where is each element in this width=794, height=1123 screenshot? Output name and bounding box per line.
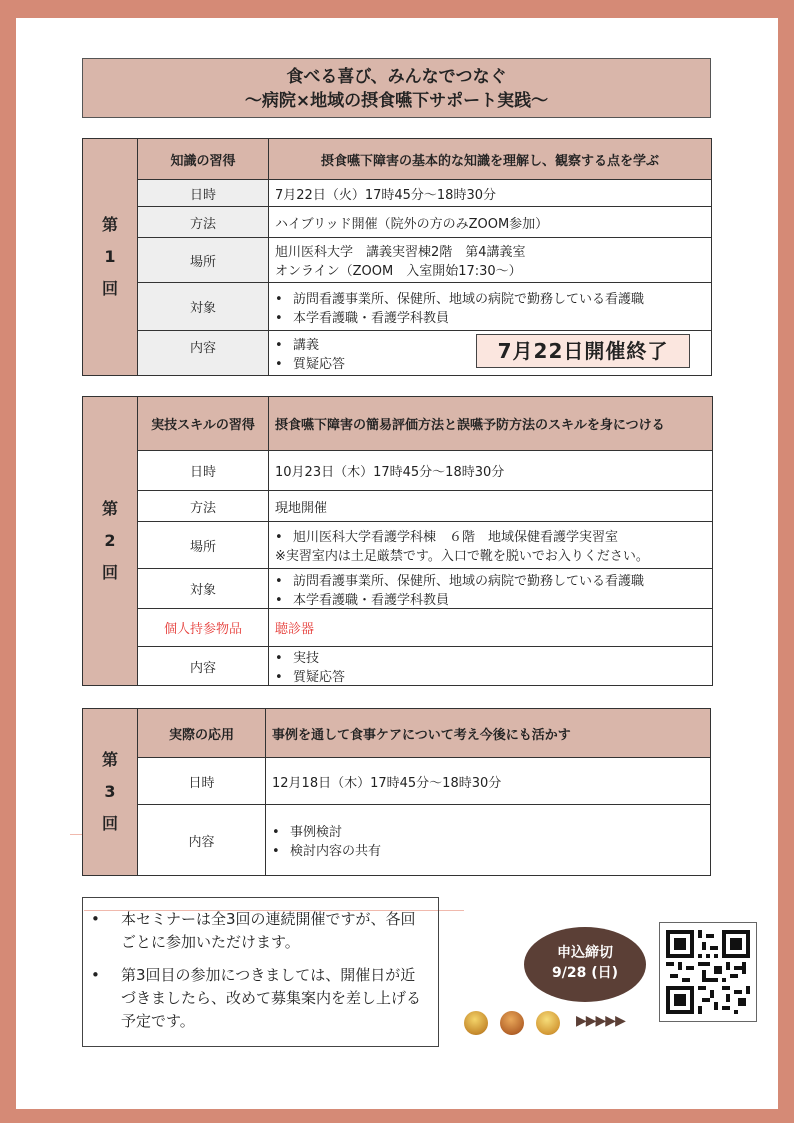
session-2-content: • 実技 • 質疑応答 — [269, 647, 713, 686]
session-2-method: 現地開催 — [269, 491, 713, 522]
session-2-theme-label: 実技スキルの習得 — [138, 397, 269, 451]
session-3-theme-label: 実際の応用 — [138, 709, 266, 758]
target-label: 対象 — [138, 283, 269, 331]
session-3-date: 12月18日（木）17時45分～18時30分 — [266, 758, 711, 805]
date-label: 日時 — [138, 758, 266, 805]
content-label: 内容 — [138, 647, 269, 686]
session-3-table — [82, 708, 711, 876]
notes-box — [82, 897, 439, 1047]
event-ended-stamp: 7月22日開催終了 — [476, 334, 690, 368]
content-label: 内容 — [138, 805, 266, 876]
session-2-items: 聴診器 — [269, 609, 713, 647]
note-item: • 第3回目の参加につきましては、開催日が近づきましたら、改めて募集案内を差し上げる予定です。 — [91, 966, 422, 1030]
session-2-target: • 訪問看護事業所、保健所、地域の病院で勤務している看護職 • 本学看護職・看護学科教員 — [269, 569, 713, 609]
page-title — [82, 58, 711, 118]
qr-code[interactable] — [659, 922, 757, 1022]
session-1-target: • 訪問看護事業所、保健所、地域の病院で勤務している看護職 • 本学看護職・看護学科教員 — [269, 283, 712, 331]
session-2-table — [82, 396, 713, 686]
place-label: 場所 — [138, 522, 269, 569]
method-label: 方法 — [138, 491, 269, 522]
place-label: 場所 — [138, 238, 269, 283]
shoe-notice: ※実習室内は土足厳禁です。入口で靴を脱いでお入りください。 — [275, 549, 649, 564]
method-label: 方法 — [138, 207, 269, 238]
items-label: 個人持参物品 — [138, 609, 269, 647]
session-2-date: 10月23日（木）17時45分～18時30分 — [269, 451, 713, 491]
session-1-method: ハイブリッド開催（院外の方のみZOOM参加） — [269, 207, 712, 238]
deadline-date: 9/28 (日) — [551, 965, 618, 981]
session-1-date: 7月22日（火）17時45分～18時30分 — [269, 180, 712, 207]
session-2-number: 第 2 回 — [83, 397, 138, 686]
pudding-icon — [464, 1011, 488, 1035]
note-item: • 本セミナーは全3回の連続開催ですが、各回ごとに参加いただけます。 — [91, 910, 416, 951]
pudding-icon — [500, 1011, 524, 1035]
session-1-content: • 講義 • 質疑応答 — [269, 331, 712, 376]
session-1-theme-label: 知識の習得 — [138, 139, 269, 180]
session-2-theme-desc: 摂食嚥下障害の簡易評価方法と誤嚥予防方法のスキルを身につける — [269, 397, 713, 451]
pudding-icon — [536, 1011, 560, 1035]
qr-code-icon — [666, 929, 750, 1015]
date-label: 日時 — [138, 180, 269, 207]
session-1-theme-desc: 摂食嚥下障害の基本的な知識を理解し、観察する点を学ぶ — [269, 139, 712, 180]
arrow-icon: ▶▶▶▶▶ — [576, 1013, 625, 1029]
session-1-place: 旭川医科大学 講義実習棟2階 第4講義室 オンライン（ZOOM 入室開始17:30～） — [269, 238, 712, 283]
session-2-place: • 旭川医科大学看護学科棟 ６階 地域保健看護学実習室 ※実習室内は土足厳禁です。入口で靴を脱いでお入りください。 — [269, 522, 713, 569]
date-label: 日時 — [138, 451, 269, 491]
title-line-2: ～病院×地域の摂食嚥下サポート実践～ — [244, 91, 549, 111]
session-1-number: 第 1 回 — [83, 139, 138, 376]
session-3-theme-desc: 事例を通して食事ケアについて考え今後にも活かす — [266, 709, 711, 758]
session-3-number: 第 3 回 — [83, 709, 138, 876]
title-line-1: 食べる喜び、みんなでつなぐ — [286, 67, 507, 87]
target-label: 対象 — [138, 569, 269, 609]
deadline-badge — [524, 927, 646, 1002]
content-label: 内容 — [138, 331, 269, 376]
deadline-label: 申込締切 — [557, 945, 613, 961]
session-3-content: • 事例検討 • 検討内容の共有 — [266, 805, 711, 876]
